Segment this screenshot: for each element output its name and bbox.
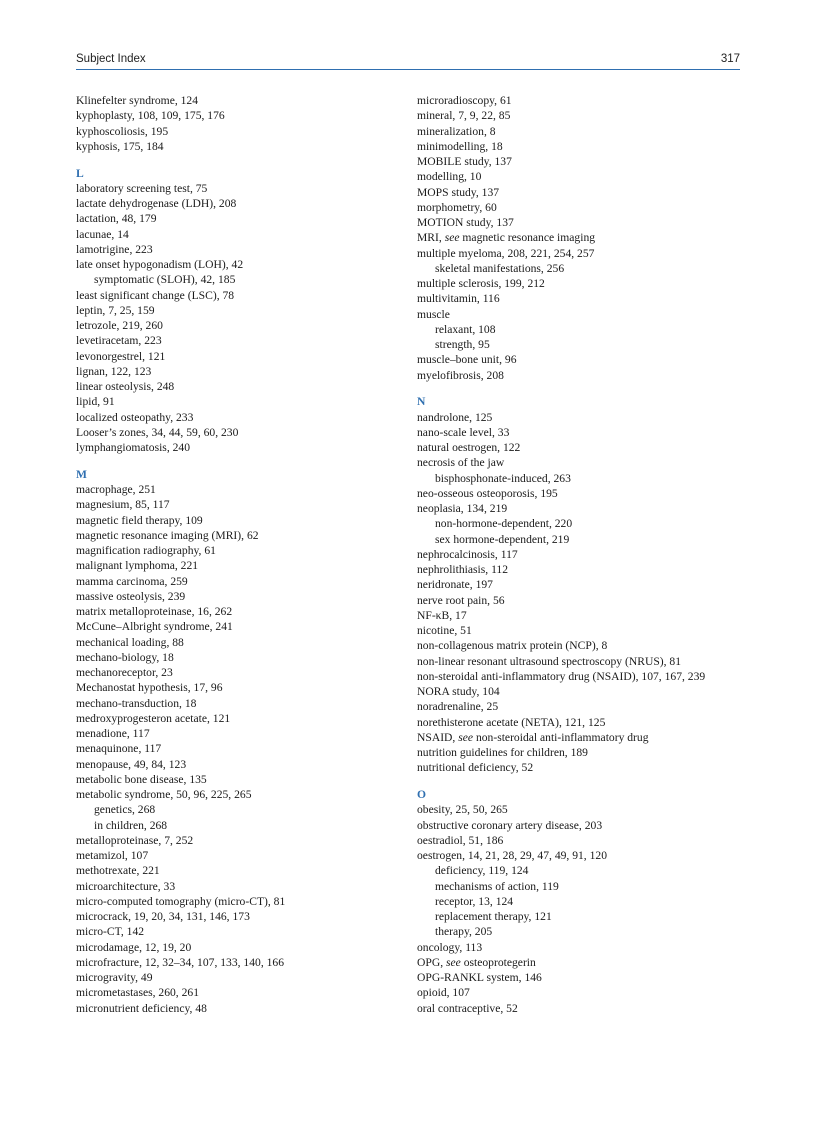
- page-number: 317: [720, 53, 740, 65]
- index-entry: nephrolithiasis, 112: [417, 563, 509, 576]
- running-head: [76, 53, 740, 69]
- index-entry: microradioscopy, 61: [417, 94, 512, 107]
- index-entry: multiple sclerosis, 199, 212: [417, 277, 545, 290]
- index-entry: macrophage, 251: [76, 483, 156, 496]
- index-entry: mineral, 7, 9, 22, 85: [417, 109, 511, 123]
- index-entry: microcrack, 19, 20, 34, 131, 146, 173: [76, 910, 250, 923]
- index-entry: lamotrigine, 223: [76, 242, 153, 256]
- index-entry: obstructive coronary artery disease, 203: [417, 818, 603, 832]
- index-entry: [417, 730, 747, 745]
- index-subentry: strength, 95: [435, 338, 490, 351]
- index-entry: Mechanostat hypothesis, 17, 96: [76, 681, 223, 695]
- index-entry: natural oestrogen, 122: [417, 441, 521, 454]
- index-entry: nutritional deficiency, 52: [417, 761, 534, 775]
- index-entry: obesity, 25, 50, 265: [417, 803, 508, 817]
- index-entry: NF-κB, 17: [417, 608, 467, 622]
- index-subentry: in children, 268: [94, 818, 168, 832]
- index-entry: nano-scale level, 33: [417, 425, 510, 439]
- index-entry: kyphoscoliosis, 195: [76, 124, 169, 138]
- index-column-right: [417, 93, 747, 1016]
- index-entry: NORA study, 104: [417, 685, 500, 698]
- index-entry: metabolic syndrome, 50, 96, 225, 265: [76, 788, 252, 801]
- index-subentry: bisphosphonate-induced, 263: [435, 471, 571, 485]
- index-entry: non-linear resonant ultrasound spectroscopy (NRUS), 81: [417, 654, 682, 668]
- index-entry: [417, 230, 747, 245]
- index-subentry: deficiency, 119, 124: [435, 864, 529, 878]
- see-reference: see: [446, 955, 461, 969]
- index-entry: menopause, 49, 84, 123: [76, 757, 187, 771]
- index-subentry: mechanisms of action, 119: [435, 879, 559, 893]
- index-entry: MOBILE study, 137: [417, 155, 512, 168]
- index-letter-heading: M: [76, 467, 87, 481]
- index-entry: minimodelling, 18: [417, 139, 503, 153]
- header-rule: [76, 69, 740, 70]
- index-entry: [417, 955, 747, 970]
- index-entry: nutrition guidelines for children, 189: [417, 746, 588, 759]
- index-entry: menadione, 117: [76, 727, 150, 740]
- entry-term: NSAID,: [417, 730, 459, 744]
- index-letter-heading: L: [76, 166, 84, 180]
- index-entry: metabolic bone disease, 135: [76, 772, 207, 786]
- index-entry: micrometastases, 260, 261: [76, 986, 199, 1000]
- index-entry: neridronate, 197: [417, 578, 493, 592]
- index-entry: menaquinone, 117: [76, 742, 162, 756]
- index-entry: late onset hypogonadism (LOH), 42: [76, 258, 244, 271]
- see-target: osteoprotegerin: [460, 955, 536, 969]
- index-entry: oral contraceptive, 52: [417, 1001, 518, 1015]
- index-column-left: [76, 93, 401, 1016]
- index-subentry: therapy, 205: [435, 925, 493, 939]
- index-entry: lymphangiomatosis, 240: [76, 441, 191, 454]
- index-entry: methotrexate, 221: [76, 864, 160, 878]
- index-entry: mechanical loading, 88: [76, 635, 184, 649]
- index-entry: matrix metalloproteinase, 16, 262: [76, 605, 233, 618]
- index-entry: microfracture, 12, 32–34, 107, 133, 140, 166: [76, 955, 285, 969]
- index-entry: multiple myeloma, 208, 221, 254, 257: [417, 246, 595, 260]
- index-entry: laboratory screening test, 75: [76, 181, 208, 195]
- running-head-title: Subject Index: [76, 53, 146, 65]
- index-entry: neoplasia, 134, 219: [417, 502, 508, 515]
- index-entry: MOTION study, 137: [417, 216, 514, 229]
- index-entry: linear osteolysis, 248: [76, 380, 175, 393]
- index-entry: multivitamin, 116: [417, 292, 500, 306]
- index-entry: micronutrient deficiency, 48: [76, 1001, 207, 1015]
- index-entry: opioid, 107: [417, 986, 470, 1000]
- index-entry: magnesium, 85, 117: [76, 498, 170, 512]
- index-entry: microgravity, 49: [76, 971, 153, 984]
- index-entry: kyphosis, 175, 184: [76, 139, 164, 153]
- index-entry: morphometry, 60: [417, 200, 497, 214]
- index-entry: microdamage, 12, 19, 20: [76, 940, 192, 954]
- index-entry: localized osteopathy, 233: [76, 410, 194, 424]
- index-subentry: sex hormone-dependent, 219: [435, 532, 570, 546]
- index-entry: least significant change (LSC), 78: [76, 288, 235, 302]
- see-target: non-steroidal anti-inflammatory drug: [473, 730, 649, 744]
- index-letter-heading: O: [417, 788, 427, 801]
- index-entry: massive osteolysis, 239: [76, 589, 186, 603]
- index-subentry: genetics, 268: [94, 803, 156, 817]
- index-entry: Klinefelter syndrome, 124: [76, 94, 199, 107]
- index-entry: magnetic resonance imaging (MRI), 62: [76, 528, 259, 542]
- index-entry: oestradiol, 51, 186: [417, 833, 504, 847]
- index-entry: malignant lymphoma, 221: [76, 559, 199, 573]
- index-entry: levetiracetam, 223: [76, 334, 162, 348]
- index-entry: non-collagenous matrix protein (NCP), 8: [417, 639, 608, 653]
- index-subentry: skeletal manifestations, 256: [435, 261, 565, 275]
- index-entry: oncology, 113: [417, 940, 483, 954]
- index-subentry: replacement therapy, 121: [435, 910, 552, 923]
- index-entry: necrosis of the jaw: [417, 456, 505, 470]
- index-entry: noradrenaline, 25: [417, 700, 499, 714]
- index-entry: magnetic field therapy, 109: [76, 513, 203, 527]
- index-entry: leptin, 7, 25, 159: [76, 303, 155, 317]
- index-entry: nicotine, 51: [417, 624, 472, 637]
- index-entry: metamizol, 107: [76, 849, 149, 862]
- index-entry: norethisterone acetate (NETA), 121, 125: [417, 715, 606, 729]
- index-entry: mineralization, 8: [417, 124, 496, 138]
- index-entry: Looser’s zones, 34, 44, 59, 60, 230: [76, 425, 239, 439]
- index-entry: lignan, 122, 123: [76, 364, 152, 378]
- index-entry: modelling, 10: [417, 170, 482, 184]
- index-entry: MOPS study, 137: [417, 185, 500, 199]
- index-entry: muscle: [417, 307, 450, 321]
- see-reference: see: [458, 730, 474, 744]
- index-entry: mechano-biology, 18: [76, 650, 174, 664]
- index-entry: mamma carcinoma, 259: [76, 574, 188, 588]
- index-subentry: relaxant, 108: [435, 322, 496, 336]
- entry-term: OPG,: [417, 955, 446, 969]
- index-entry: nerve root pain, 56: [417, 593, 505, 607]
- index-entry: levonorgestrel, 121: [76, 349, 166, 363]
- see-reference: see: [444, 231, 460, 245]
- index-entry: oestrogen, 14, 21, 28, 29, 47, 49, 91, 120: [417, 849, 607, 862]
- index-entry: lactate dehydrogenase (LDH), 208: [76, 197, 237, 210]
- index-subentry: receptor, 13, 124: [435, 894, 514, 908]
- index-entry: nephrocalcinosis, 117: [417, 547, 518, 561]
- index-entry: letrozole, 219, 260: [76, 319, 163, 332]
- index-entry: metalloproteinase, 7, 252: [76, 833, 194, 847]
- see-target: magnetic resonance imaging: [459, 231, 596, 245]
- index-entry: kyphoplasty, 108, 109, 175, 176: [76, 109, 225, 123]
- index-entry: micro-computed tomography (micro-CT), 81: [76, 894, 286, 908]
- index-entry: micro-CT, 142: [76, 925, 145, 939]
- index-letter-heading: N: [417, 395, 426, 409]
- index-entry: mechano-transduction, 18: [76, 696, 197, 710]
- index-entry: lipid, 91: [76, 395, 115, 409]
- index-entry: McCune–Albright syndrome, 241: [76, 620, 233, 634]
- index-subentry: symptomatic (SLOH), 42, 185: [94, 273, 236, 287]
- index-entry: nandrolone, 125: [417, 410, 493, 424]
- index-entry: microarchitecture, 33: [76, 879, 176, 893]
- index-entry: non-steroidal anti-inflammatory drug (NSAID), 107, 167, 239: [417, 669, 706, 683]
- index-entry: OPG-RANKL system, 146: [417, 971, 542, 984]
- entry-term: MRI,: [417, 231, 445, 245]
- index-entry: magnification radiography, 61: [76, 544, 216, 557]
- index-entry: myelofibrosis, 208: [417, 368, 504, 382]
- index-subentry: non-hormone-dependent, 220: [435, 517, 573, 531]
- index-entry: neo-osseous osteoporosis, 195: [417, 486, 558, 500]
- index-entry: lacunae, 14: [76, 227, 129, 241]
- index-entry: muscle–bone unit, 96: [417, 353, 517, 367]
- index-entry: medroxyprogesteron acetate, 121: [76, 711, 231, 725]
- index-entry: lactation, 48, 179: [76, 212, 157, 226]
- index-entry: mechanoreceptor, 23: [76, 666, 173, 679]
